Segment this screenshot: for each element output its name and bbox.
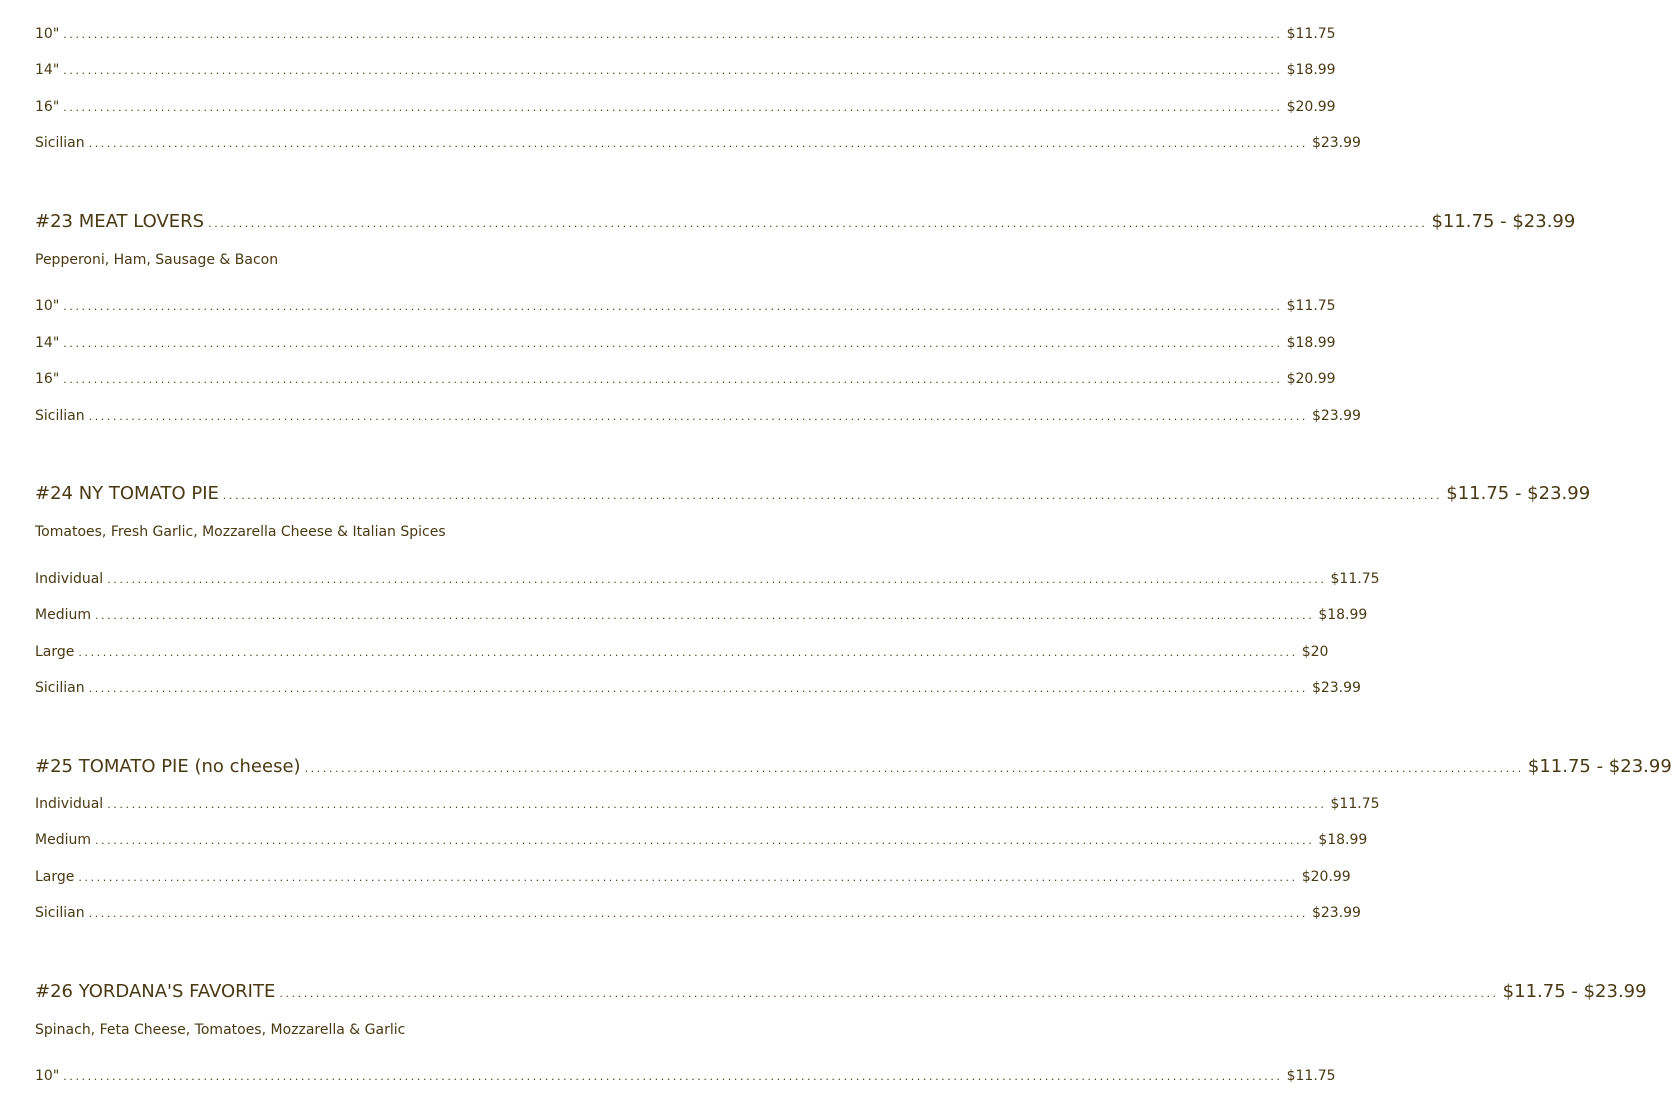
item-price-range: $11.75 - $23.99 — [1446, 483, 1591, 504]
size-price: $23.99 — [1311, 408, 1361, 424]
size-label: Sicilian — [35, 408, 85, 424]
size-label: Sicilian — [35, 135, 85, 151]
size-row — [35, 607, 1368, 629]
size-row — [35, 905, 1361, 927]
size-label: Large — [35, 869, 75, 885]
size-label: 16" — [35, 99, 60, 115]
size-label: Sicilian — [35, 905, 85, 921]
size-row — [35, 62, 1336, 84]
size-price: $23.99 — [1311, 680, 1361, 696]
size-price: $11.75 — [1286, 1068, 1336, 1084]
dot-leader: ........................................................................................................................................................................................................ — [78, 871, 1298, 884]
dot-leader: ........................................................................................................................................................................................................ — [63, 373, 1283, 386]
menu-item-header — [35, 756, 1672, 782]
dot-leader: ........................................................................................................................................................................................................ — [63, 337, 1283, 350]
size-row — [35, 869, 1351, 891]
size-label: Large — [35, 644, 75, 660]
dot-leader: ........................................................................................................................................................................................................ — [208, 217, 1428, 230]
item-description: Pepperoni, Ham, Sausage & Bacon — [35, 252, 279, 268]
dot-leader: ........................................................................................................................................................................................................ — [78, 646, 1298, 659]
size-price: $20.99 — [1286, 99, 1336, 115]
size-price: $18.99 — [1318, 607, 1368, 623]
size-price: $20.99 — [1286, 371, 1336, 387]
size-row — [35, 1068, 1336, 1090]
size-label: Sicilian — [35, 680, 85, 696]
dot-leader: ........................................................................................................................................................................................................ — [63, 300, 1283, 313]
item-description: Spinach, Feta Cheese, Tomatoes, Mozzarella & Garlic — [35, 1022, 406, 1038]
dot-leader: ........................................................................................................................................................................................................ — [94, 834, 1315, 847]
item-price-range: $11.75 - $23.99 — [1431, 211, 1576, 232]
dot-leader: ........................................................................................................................................................................................................ — [279, 987, 1499, 1000]
dot-leader: ........................................................................................................................................................................................................ — [304, 762, 1524, 775]
item-price-range: $11.75 - $23.99 — [1527, 756, 1672, 777]
dot-leader: ........................................................................................................................................................................................................ — [107, 798, 1327, 811]
dot-leader: ........................................................................................................................................................................................................ — [63, 64, 1283, 77]
size-row — [35, 26, 1336, 48]
menu-item-header — [35, 211, 1576, 237]
size-label: 16" — [35, 371, 60, 387]
size-price: $23.99 — [1311, 135, 1361, 151]
menu-item-header — [35, 981, 1647, 1007]
size-label: 14" — [35, 335, 60, 351]
dot-leader: ........................................................................................................................................................................................................ — [63, 1070, 1283, 1083]
size-label: Medium — [35, 832, 91, 848]
size-row — [35, 99, 1336, 121]
size-price: $18.99 — [1286, 62, 1336, 78]
size-price: $20 — [1301, 644, 1329, 660]
dot-leader: ........................................................................................................................................................................................................ — [222, 489, 1443, 502]
size-row — [35, 796, 1380, 818]
dot-leader: ........................................................................................................................................................................................................ — [88, 907, 1308, 920]
dot-leader: ........................................................................................................................................................................................................ — [88, 682, 1308, 695]
size-row — [35, 135, 1361, 157]
size-row — [35, 335, 1336, 357]
size-price: $11.75 — [1330, 571, 1380, 587]
item-title: #24 NY TOMATO PIE — [35, 483, 219, 504]
size-label: Individual — [35, 796, 104, 812]
size-price: $20.99 — [1301, 869, 1351, 885]
item-title: #23 MEAT LOVERS — [35, 211, 205, 232]
size-label: Medium — [35, 607, 91, 623]
size-price: $23.99 — [1311, 905, 1361, 921]
item-price-range: $11.75 - $23.99 — [1502, 981, 1647, 1002]
size-row — [35, 832, 1368, 854]
size-row — [35, 371, 1336, 393]
dot-leader: ........................................................................................................................................................................................................ — [63, 101, 1283, 114]
item-description: Tomatoes, Fresh Garlic, Mozzarella Cheese & Italian Spices — [35, 524, 446, 540]
size-price: $11.75 — [1286, 26, 1336, 42]
size-row — [35, 571, 1380, 593]
dot-leader: ........................................................................................................................................................................................................ — [63, 28, 1283, 41]
size-price: $11.75 — [1330, 796, 1380, 812]
item-title: #25 TOMATO PIE (no cheese) — [35, 756, 301, 777]
size-row — [35, 644, 1329, 666]
size-label: 10" — [35, 26, 60, 42]
menu-item-header — [35, 483, 1591, 509]
size-label: 14" — [35, 62, 60, 78]
size-row — [35, 298, 1336, 320]
size-label: 10" — [35, 1068, 60, 1084]
size-price: $11.75 — [1286, 298, 1336, 314]
size-price: $18.99 — [1286, 335, 1336, 351]
size-price: $18.99 — [1318, 832, 1368, 848]
item-title: #26 YORDANA'S FAVORITE — [35, 981, 276, 1002]
dot-leader: ........................................................................................................................................................................................................ — [107, 573, 1327, 586]
size-row — [35, 680, 1361, 702]
size-label: 10" — [35, 298, 60, 314]
dot-leader: ........................................................................................................................................................................................................ — [88, 410, 1308, 423]
size-label: Individual — [35, 571, 104, 587]
dot-leader: ........................................................................................................................................................................................................ — [94, 609, 1315, 622]
size-row — [35, 408, 1361, 430]
dot-leader: ........................................................................................................................................................................................................ — [88, 137, 1308, 150]
